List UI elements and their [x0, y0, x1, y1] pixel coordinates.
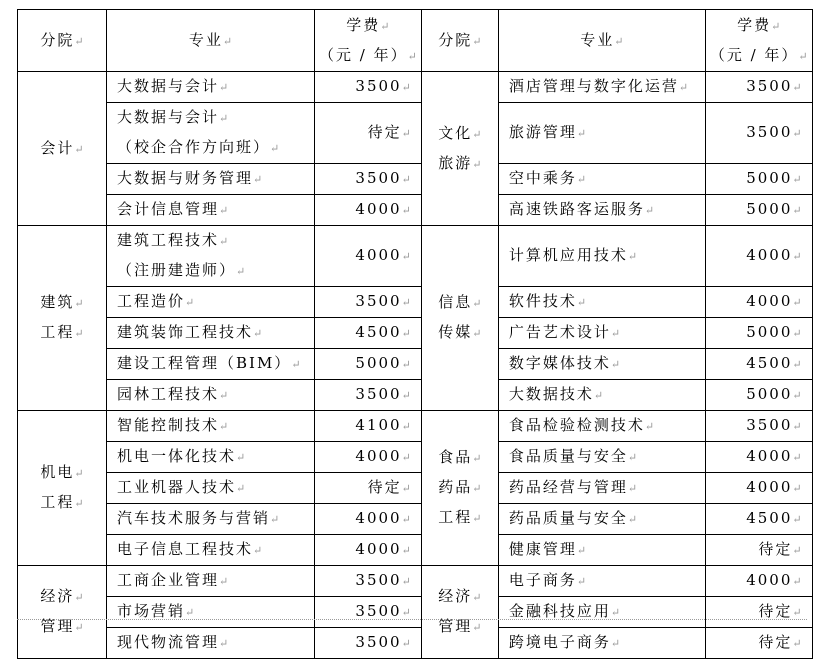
college-cell	[421, 566, 498, 659]
text-line: 软件技术↵	[508, 292, 587, 310]
text-line: 建筑工程技术↵	[117, 231, 229, 249]
text-line: 电子商务↵	[508, 571, 587, 589]
fee-cell: 4000↵	[315, 442, 422, 473]
text-line: 药品质量与安全↵	[508, 509, 638, 527]
table-row	[18, 504, 813, 535]
text-line: 高速铁路客运服务↵	[508, 200, 655, 218]
fee-cell: 3500↵	[315, 628, 422, 659]
fee-cell: 待定↵	[705, 535, 812, 566]
text-line: 工业机器人技术↵	[117, 478, 246, 496]
header-college-right: 分院↵	[421, 10, 498, 72]
fee-cell: 3500↵	[315, 287, 422, 318]
table-row	[18, 164, 813, 195]
text-line: 机电↵	[40, 463, 84, 481]
text-line: 会计↵	[40, 138, 84, 157]
table-row	[18, 411, 813, 442]
major-cell	[107, 504, 315, 535]
fee-cell: 3500↵	[705, 411, 812, 442]
text-line: 食品↵	[438, 448, 482, 466]
table-row	[18, 535, 813, 566]
major-cell	[498, 72, 705, 103]
header-fee-right: 学费↵ （元 / 年）↵	[705, 10, 812, 72]
major-cell	[107, 287, 315, 318]
major-cell	[498, 349, 705, 380]
major-cell	[107, 380, 315, 411]
major-cell	[107, 164, 315, 195]
text-line: 工程↵	[40, 493, 84, 511]
fee-cell: 4000↵	[705, 566, 812, 597]
fee-cell: 5000↵	[705, 164, 812, 195]
text-line: 经济↵	[40, 587, 84, 605]
text-line: 智能控制技术↵	[117, 416, 229, 434]
header-major-right: 专业↵	[498, 10, 705, 72]
text-line: 广告艺术设计↵	[508, 323, 621, 341]
fee-cell: 4000↵	[315, 195, 422, 226]
major-cell	[498, 195, 705, 226]
fee-cell: 3500↵	[315, 597, 422, 628]
major-cell	[498, 287, 705, 318]
table-row	[18, 195, 813, 226]
text-line: 电子信息工程技术↵	[117, 540, 263, 558]
major-cell	[107, 349, 315, 380]
text-line: （注册建造师）↵	[117, 261, 246, 279]
text-line: 食品质量与安全↵	[508, 447, 638, 465]
major-cell	[107, 72, 315, 103]
text-line: （校企合作方向班）↵	[117, 138, 280, 156]
major-cell	[498, 226, 705, 287]
text-line: 文化↵	[438, 123, 482, 142]
college-cell	[18, 411, 107, 566]
table-row	[18, 287, 813, 318]
table-row	[18, 318, 813, 349]
fee-cell: 4000↵	[705, 473, 812, 504]
text-line: 建筑装饰工程技术↵	[117, 323, 263, 341]
text-line: 大数据与财务管理↵	[117, 169, 263, 187]
text-line: 机电一体化技术↵	[117, 447, 246, 465]
text-line: 大数据与会计↵	[117, 108, 229, 126]
table-row	[18, 473, 813, 504]
fee-cell: 5000↵	[705, 195, 812, 226]
table-row	[18, 72, 813, 103]
text-line: 金融科技应用↵	[508, 602, 621, 620]
major-cell	[498, 103, 705, 164]
text-line: 工程↵	[438, 508, 482, 526]
major-cell	[107, 566, 315, 597]
text-line: 旅游↵	[438, 153, 482, 172]
text-line: 空中乘务↵	[508, 169, 587, 187]
fee-cell: 待定↵	[315, 103, 422, 164]
fee-cell: 待定↵	[315, 473, 422, 504]
fee-cell: 3500↵	[315, 72, 422, 103]
fee-cell: 5000↵	[705, 380, 812, 411]
text-line: 旅游管理↵	[508, 123, 587, 141]
text-line: 跨境电子商务↵	[508, 633, 621, 651]
college-cell	[421, 226, 498, 411]
text-line: 现代物流管理↵	[117, 633, 229, 651]
major-cell	[107, 318, 315, 349]
fee-cell: 待定↵	[705, 628, 812, 659]
text-line: 食品检验检测技术↵	[508, 416, 655, 434]
fee-cell: 4100↵	[315, 411, 422, 442]
header-major: 专业↵	[107, 10, 315, 72]
text-line: 大数据与会计↵	[117, 77, 229, 95]
major-cell	[498, 504, 705, 535]
fee-cell: 4000↵	[315, 535, 422, 566]
header-college: 分院↵	[18, 10, 107, 72]
fee-cell: 4000↵	[705, 442, 812, 473]
fee-cell: 3500↵	[315, 380, 422, 411]
table-row	[18, 226, 813, 287]
table-row	[18, 349, 813, 380]
text-line: 健康管理↵	[508, 540, 587, 558]
text-line: 信息↵	[438, 293, 482, 311]
text-line: 工商企业管理↵	[117, 571, 229, 589]
table-row	[18, 628, 813, 659]
fee-cell: 4500↵	[315, 318, 422, 349]
college-cell	[421, 411, 498, 566]
major-cell	[498, 380, 705, 411]
major-cell	[498, 411, 705, 442]
fee-cell: 5000↵	[315, 349, 422, 380]
college-cell	[421, 72, 498, 226]
major-cell	[107, 535, 315, 566]
major-cell	[107, 473, 315, 504]
text-line: 汽车技术服务与营销↵	[117, 509, 280, 527]
fee-cell: 4500↵	[705, 349, 812, 380]
text-line: 数字媒体技术↵	[508, 354, 621, 372]
page-footer-rule	[17, 619, 807, 624]
table-row	[18, 442, 813, 473]
major-cell	[107, 103, 315, 164]
text-line: 酒店管理与数字化运营↵	[508, 77, 689, 95]
fee-cell: 4000↵	[315, 504, 422, 535]
major-cell	[498, 535, 705, 566]
header-fee: 学费↵ （元 / 年）↵	[315, 10, 422, 72]
fee-cell: 3500↵	[315, 566, 422, 597]
major-cell	[498, 164, 705, 195]
college-cell	[18, 72, 107, 226]
major-cell	[498, 318, 705, 349]
major-cell	[498, 442, 705, 473]
text-line: 园林工程技术↵	[117, 385, 229, 403]
header-row	[18, 10, 813, 72]
text-line: 建筑↵	[40, 293, 84, 311]
major-cell	[107, 195, 315, 226]
major-cell	[498, 473, 705, 504]
fee-table	[17, 9, 813, 659]
text-line: 药品↵	[438, 478, 482, 496]
text-line: 市场营销↵	[117, 602, 195, 620]
college-cell	[18, 566, 107, 659]
major-cell	[498, 628, 705, 659]
text-line: 大数据技术↵	[508, 385, 604, 403]
fee-cell: 4000↵	[705, 226, 812, 287]
fee-cell: 3500↵	[705, 103, 812, 164]
major-cell	[107, 226, 315, 287]
fee-cell: 3500↵	[705, 72, 812, 103]
fee-cell: 5000↵	[705, 318, 812, 349]
text-line: 工程↵	[40, 323, 84, 341]
text-line: 经济↵	[438, 587, 482, 605]
fee-cell: 3500↵	[315, 164, 422, 195]
fee-cell: 4500↵	[705, 504, 812, 535]
text-line: 药品经营与管理↵	[508, 478, 638, 496]
table-row	[18, 380, 813, 411]
college-cell	[18, 226, 107, 411]
fee-cell: 待定↵	[705, 597, 812, 628]
text-line: 管理↵	[438, 617, 482, 635]
text-line: 传媒↵	[438, 323, 482, 341]
text-line: 会计信息管理↵	[117, 200, 229, 218]
text-line: 管理↵	[40, 617, 84, 635]
major-cell	[498, 566, 705, 597]
text-line: 工程造价↵	[117, 292, 195, 310]
table-row	[18, 103, 813, 164]
table-row	[18, 566, 813, 597]
text-line: 建设工程管理（BIM）↵	[117, 354, 301, 372]
fee-cell: 4000↵	[705, 287, 812, 318]
fee-cell: 4000↵	[315, 226, 422, 287]
text-line: 计算机应用技术↵	[508, 246, 638, 264]
major-cell	[107, 628, 315, 659]
major-cell	[107, 411, 315, 442]
major-cell	[107, 442, 315, 473]
